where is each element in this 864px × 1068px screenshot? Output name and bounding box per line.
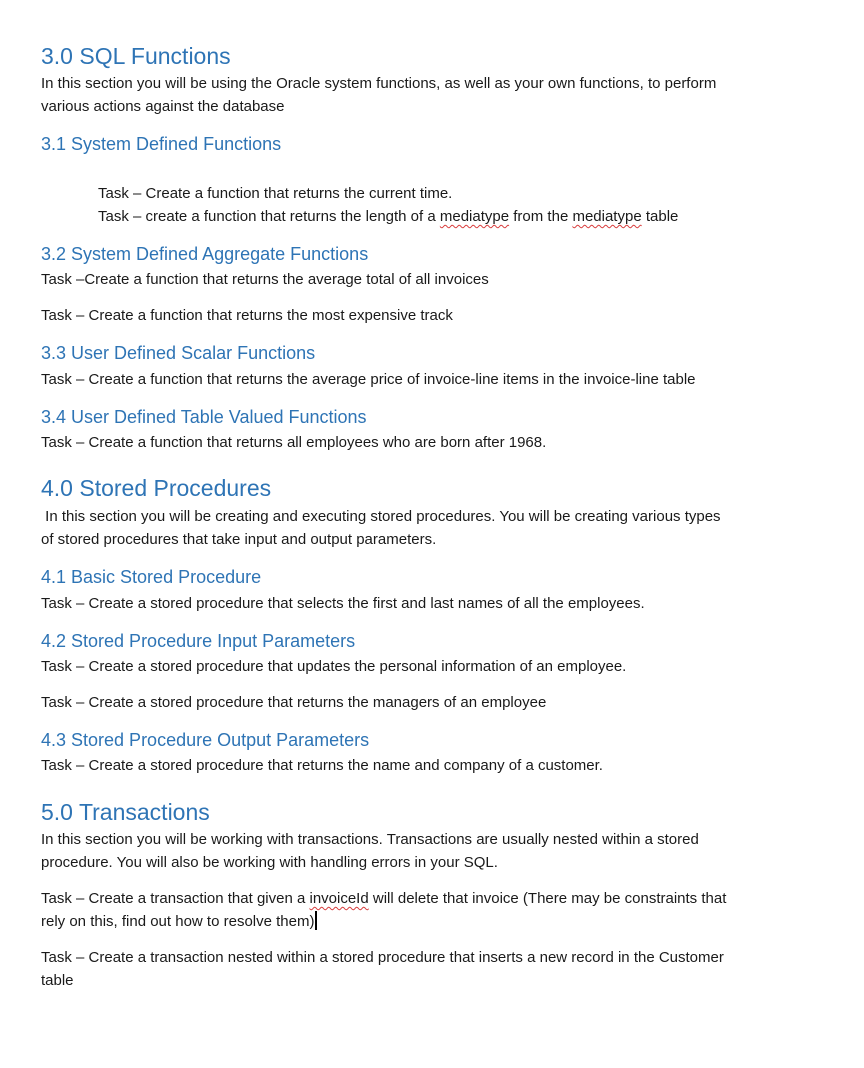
task-3-4-1: Task – Create a function that returns all employees who are born after 1968.: [41, 434, 547, 451]
task-4-1-1: Task – Create a stored procedure that selects the first and last names of all the employees.: [41, 595, 645, 612]
intro-3-0-line-1: In this section you will be using the Oracle system functions, as well as your own functions, to perform: [41, 75, 717, 92]
task-3-2-1: Task –Create a function that returns the average total of all invoices: [41, 271, 489, 288]
intro-3-0-line-2: various actions against the database: [41, 98, 285, 115]
heading-3-2: 3.2 System Defined Aggregate Functions: [41, 244, 369, 264]
task-3-3-1: Task – Create a function that returns the average price of invoice-line items in the invoice-line table: [41, 371, 696, 388]
task-5-0-1-part-c: will delete that invoice (There may be constraints that: [368, 890, 727, 907]
heading-4-2: 4.2 Stored Procedure Input Parameters: [41, 631, 356, 651]
spelling-mark-invoiceid[interactable]: invoiceId: [309, 890, 369, 907]
heading-4-3: 4.3 Stored Procedure Output Parameters: [41, 730, 370, 750]
task-5-0-1-part-d: rely on this, find out how to resolve them): [41, 913, 315, 930]
intro-4-0-line-2: of stored procedures that take input and output parameters.: [41, 531, 437, 548]
task-5-0-1-line-2[interactable]: [41, 910, 801, 933]
text-cursor: [315, 911, 317, 930]
heading-3-3: 3.3 User Defined Scalar Functions: [41, 343, 316, 363]
intro-4-0-line-1: In this section you will be creating and executing stored procedures. You will be creating various types: [41, 508, 721, 525]
task-3-1-2-part-e: table: [641, 208, 679, 225]
task-3-1-2-part-a: Task – create a function that returns the length of a: [98, 208, 440, 225]
task-5-0-2-line-1: Task – Create a transaction nested within a stored procedure that inserts a new record in the Customer: [41, 949, 724, 966]
spelling-mark-mediatype-2[interactable]: mediatype: [572, 208, 642, 225]
task-4-2-2: Task – Create a stored procedure that returns the managers of an employee: [41, 694, 547, 711]
task-4-3-1: Task – Create a stored procedure that returns the name and company of a customer.: [41, 757, 603, 774]
task-3-1-1: Task – Create a function that returns the current time.: [98, 185, 453, 202]
intro-5-0-line-1: In this section you will be working with transactions. Transactions are usually nested within a stored: [41, 831, 699, 848]
task-5-0-1-line-1: [41, 887, 801, 910]
heading-3-0: 3.0 SQL Functions: [41, 43, 231, 69]
intro-5-0-line-2: procedure. You will also be working with handling errors in your SQL.: [41, 854, 498, 871]
task-3-1-2: [98, 205, 818, 228]
heading-3-4: 3.4 User Defined Table Valued Functions: [41, 407, 367, 427]
task-5-0-2-line-2: table: [41, 972, 74, 989]
heading-5-0: 5.0 Transactions: [41, 799, 210, 825]
task-3-1-2-part-c: from the: [509, 208, 573, 225]
task-5-0-1-part-a: Task – Create a transaction that given a: [41, 890, 310, 907]
heading-4-0: 4.0 Stored Procedures: [41, 475, 272, 501]
spelling-mark-mediatype[interactable]: mediatype: [439, 208, 510, 225]
heading-4-1: 4.1 Basic Stored Procedure: [41, 567, 262, 587]
task-3-2-2: Task – Create a function that returns the most expensive track: [41, 307, 453, 324]
task-4-2-1: Task – Create a stored procedure that updates the personal information of an employee.: [41, 658, 627, 675]
heading-3-1: 3.1 System Defined Functions: [41, 134, 282, 154]
